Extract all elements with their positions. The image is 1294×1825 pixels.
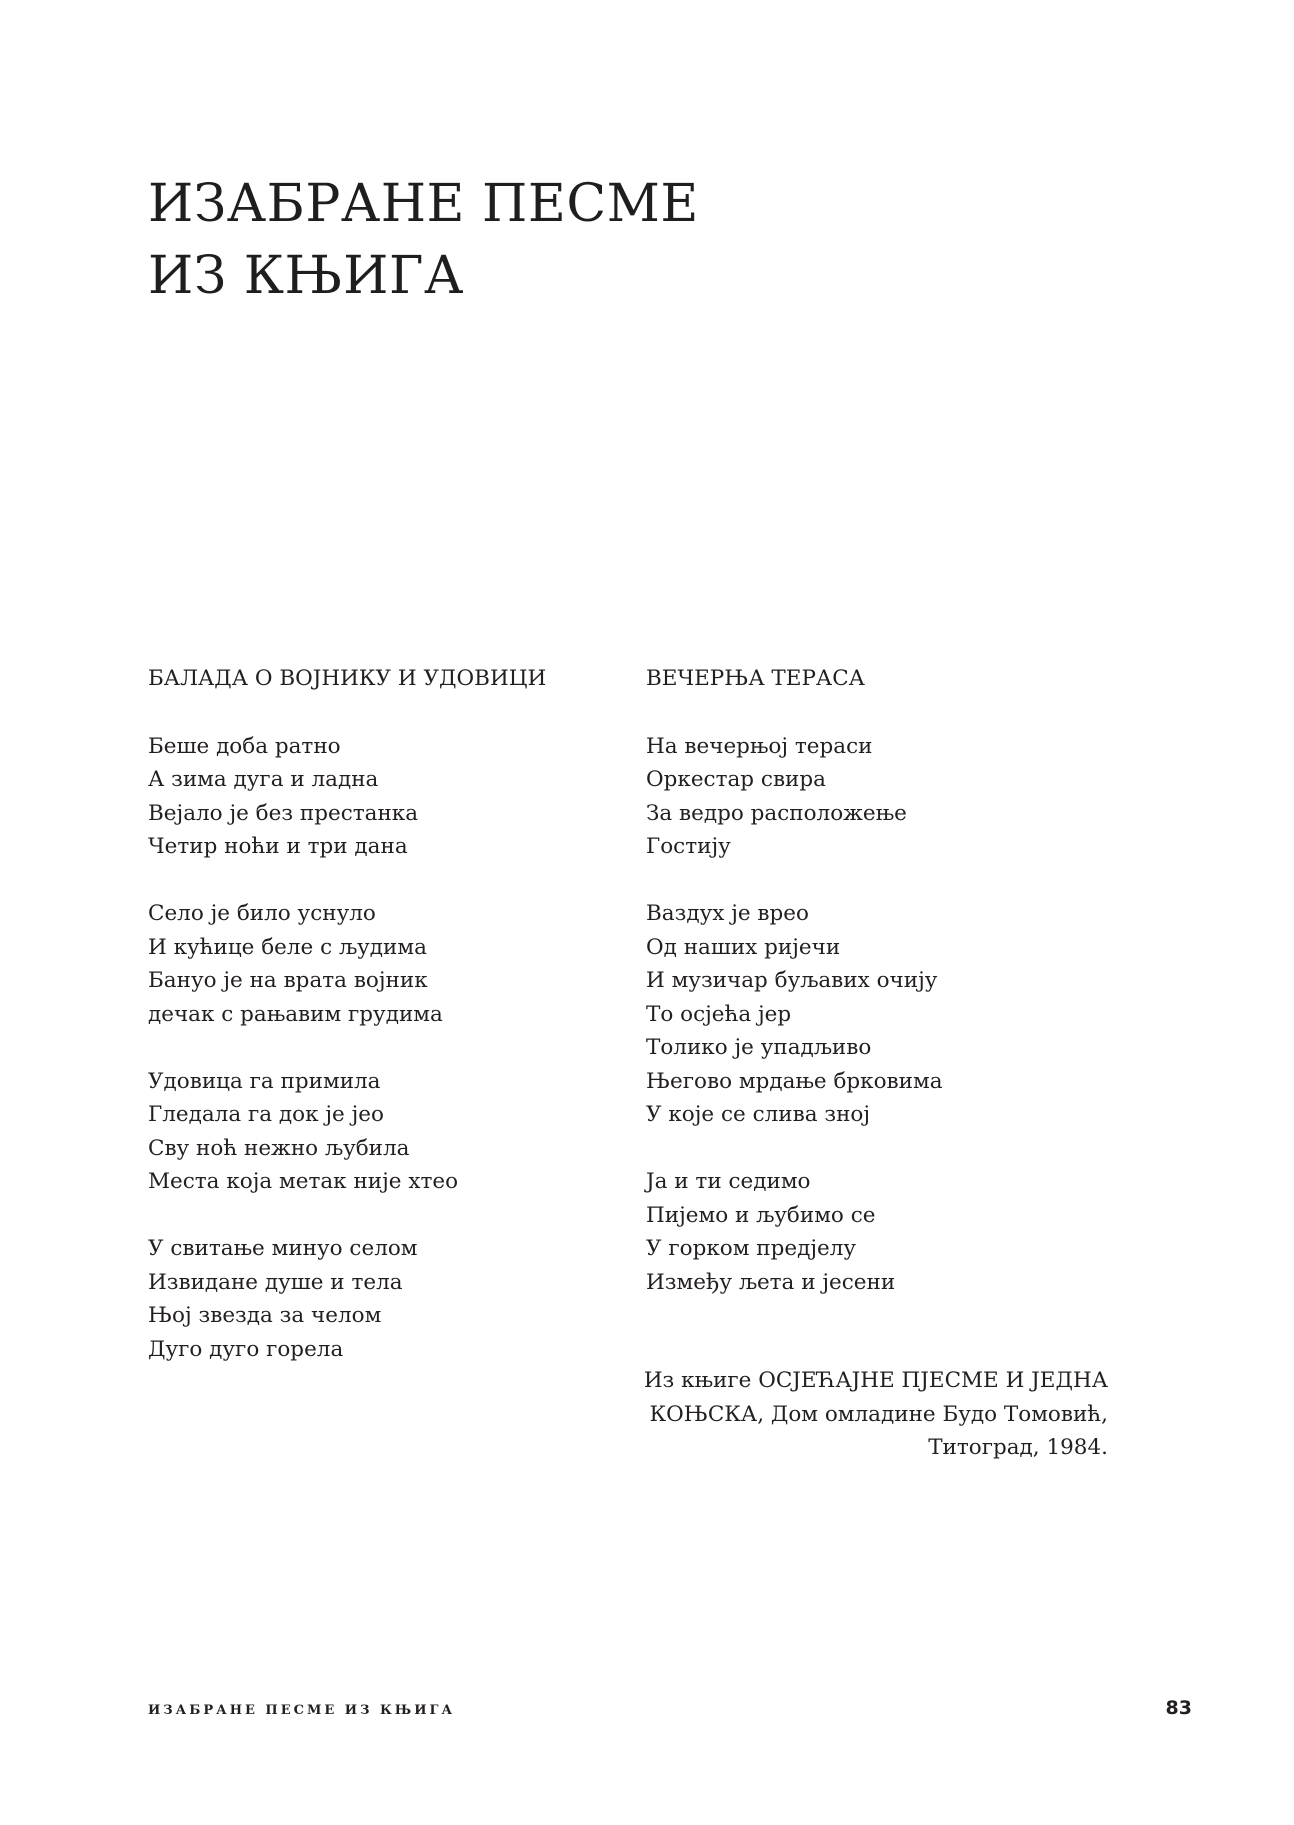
source-citation	[644, 1364, 1108, 1465]
verse-line: Гостију	[646, 834, 731, 859]
stanza	[646, 730, 943, 864]
verse-line: Дуго дуго горела	[148, 1336, 344, 1362]
verse-line: А зима дуга и ладна	[148, 767, 379, 792]
source-line: КОЊСКА, Дом омладине Будо Томовић,	[649, 1401, 1108, 1427]
poem-balada	[148, 662, 546, 1400]
verse-line: Ваздух је врео	[646, 901, 809, 926]
poem-vecernja-terasa	[646, 662, 943, 1333]
verse-line: Гледала га док је јео	[148, 1102, 384, 1127]
poem-title: ВЕЧЕРЊА ТЕРАСА	[646, 666, 865, 691]
verse-line: Места која метак није хтео	[148, 1169, 459, 1194]
verse-line: Вејало је без престанка	[148, 800, 419, 826]
verse-line: дечак с рањавим грудима	[148, 1001, 443, 1027]
page-number: 83	[1165, 1697, 1192, 1719]
verse-line: И кућице беле с људима	[148, 934, 427, 960]
verse-line: Четир ноћи и три дана	[148, 834, 408, 859]
source-line: Из књиге ОСЈЕЋАЈНЕ ПЈЕСМЕ И ЈЕДНА	[643, 1368, 1108, 1393]
source-line: Титоград, 1984.	[928, 1435, 1108, 1460]
stanza	[148, 730, 546, 864]
verse-line: Ја и ти седимо	[646, 1169, 811, 1194]
verse-line: Њој звезда за челом	[148, 1303, 382, 1328]
verse-line: Између љета и јесени	[646, 1269, 896, 1295]
page-title-line-2: ИЗ КЊИГА	[148, 246, 464, 306]
verse-line: За ведро расположење	[646, 800, 907, 826]
stanza	[148, 1065, 546, 1199]
stanza	[646, 1165, 943, 1299]
page-title	[148, 168, 699, 312]
verse-line: Удовица га примила	[148, 1068, 381, 1094]
running-footer-title: ИЗАБРАНЕ ПЕСМЕ ИЗ КЊИГА	[148, 1703, 456, 1718]
verse-line: Беше доба ратно	[148, 733, 341, 759]
verse-line: У свитање минуо селом	[148, 1236, 418, 1261]
verse-line: Село је било уснуло	[148, 901, 376, 926]
verse-line: Сву ноћ нежно љубила	[148, 1135, 410, 1161]
verse-line: Толико је упадљиво	[646, 1035, 872, 1060]
verse-line: Од наших ријечи	[646, 934, 841, 960]
stanza	[148, 1232, 546, 1366]
verse-line: Извидане душе и тела	[148, 1269, 403, 1295]
verse-line: На вечерњој тераси	[646, 733, 873, 759]
verse-line: Пијемо и љубимо се	[646, 1202, 876, 1228]
verse-line: Бануо је на врата војник	[148, 968, 428, 993]
verse-line: У горком предјелу	[646, 1236, 857, 1261]
verse-line: Оркестар свира	[646, 767, 826, 792]
stanza	[148, 897, 546, 1031]
verse-line: У које се слива зној	[646, 1102, 871, 1127]
verse-line: И музичар буљавих очију	[646, 968, 938, 993]
page-title-line-1: ИЗАБРАНЕ ПЕСМЕ	[148, 174, 699, 234]
verse-line: Његово мрдање брковима	[646, 1068, 943, 1094]
poem-title: БАЛАДА О ВОЈНИКУ И УДОВИЦИ	[148, 666, 547, 691]
stanza	[646, 897, 943, 1132]
verse-line: То осјећа јер	[646, 1001, 792, 1027]
